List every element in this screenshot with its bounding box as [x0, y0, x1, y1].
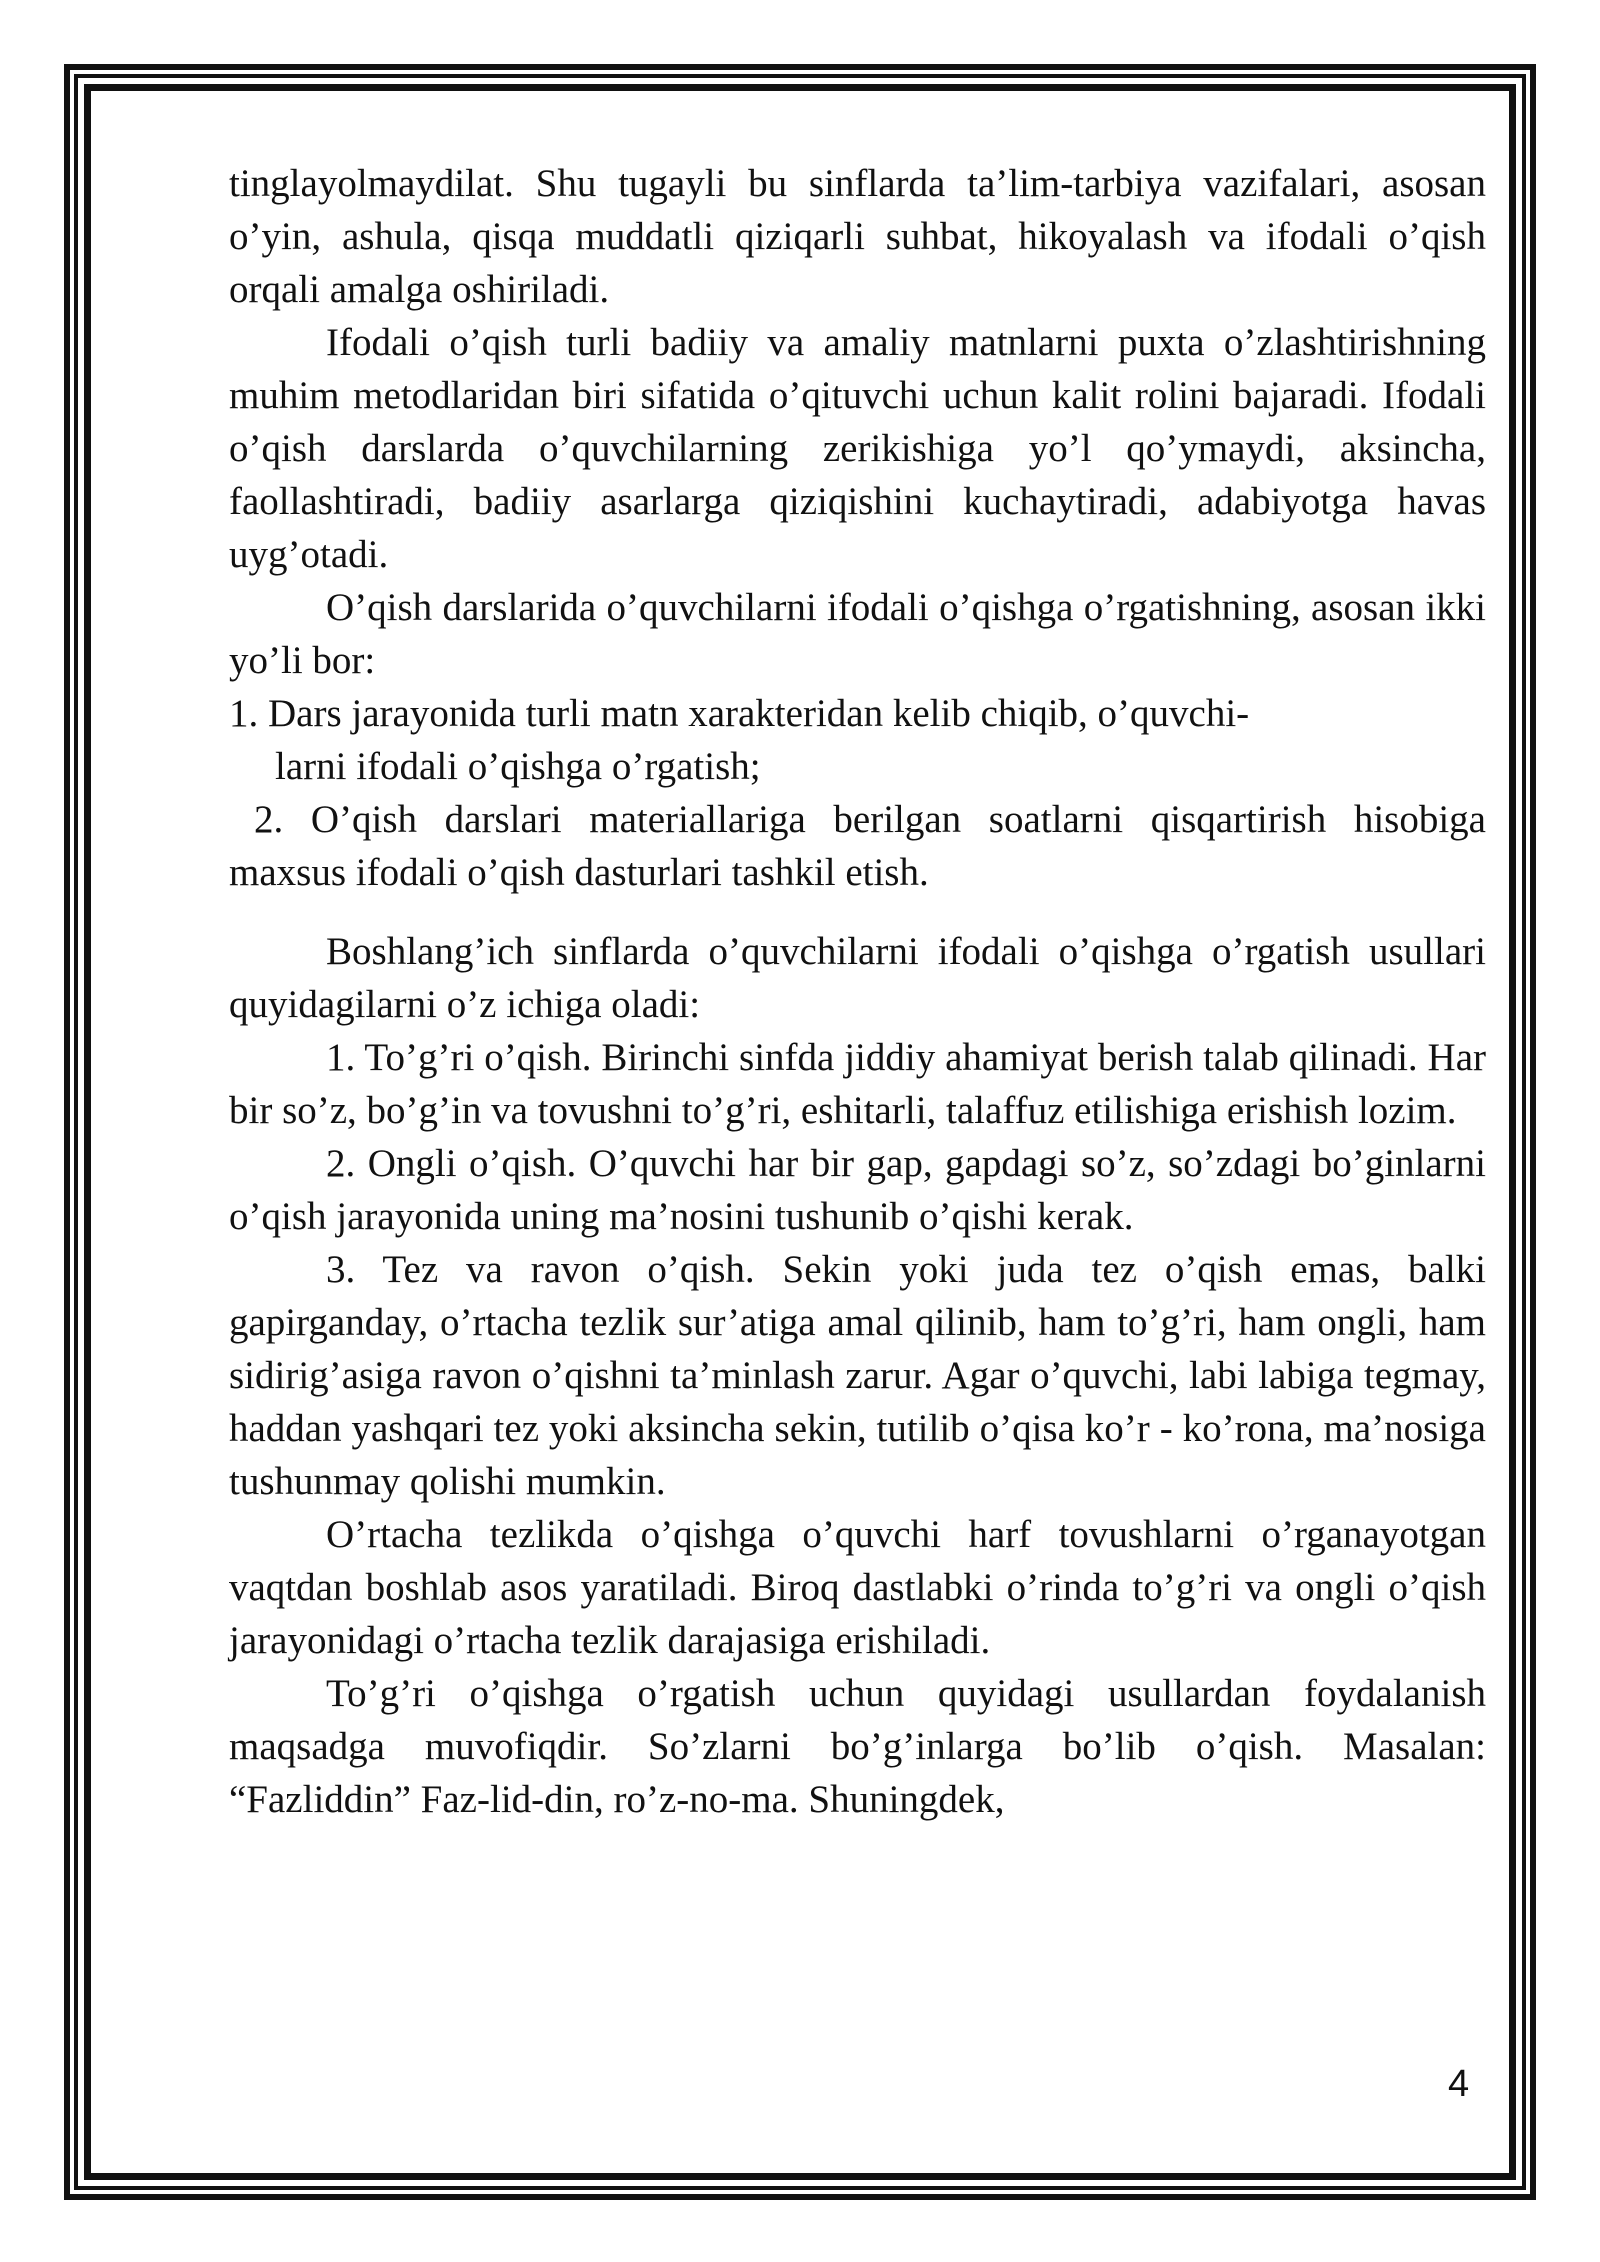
page-number: 4 — [1448, 2063, 1470, 2105]
paragraph-intro: tinglayolmaydilat. Shu tugayli bu sinflarda ta’lim-tarbiya vazifalari, asosan o’yin, ashula, qisqa muddatli qiziqarli suhbat, hikoyalash va ifodali o’qish orqali amalga oshiriladi. — [229, 162, 1486, 311]
list-item-2: 2. O’qish darslari materiallariga berilgan soatlarni qisqartirish hisobiga maxsus ifodali o’qish dasturlari tashkil etish. — [229, 798, 1486, 894]
list-item-1-line-1: 1. Dars jarayonida turli matn xarakteridan kelib chiqib, o’quvchi- — [229, 692, 1250, 735]
list-item-1 — [229, 687, 1486, 793]
paragraph-conscious-reading: 2. Ongli o’qish. O’quvchi har bir gap, gapdagi so’z, so’zdagi bo’ginlarni o’qish jarayonida uning ma’nosini tushunib o’qishi kerak. — [229, 1142, 1486, 1238]
paragraph-fluent-reading: 3. Tez va ravon o’qish. Sekin yoki juda tez o’qish emas, balki gapirganday, o’rtacha tezlik sur’atiga amal qilinib, ham to’g’ri, ham ongli, ham sidirig’asiga ravon o’qishni ta’minlash zarur. Agar o’quvchi, labi labiga tegmay, haddan yashqari tez yoki aksincha sekin, tutilib o’qisa ko’r - ko’rona, ma’nosiga tushunmay qolishi mumkin. — [229, 1248, 1486, 1503]
paragraph-expressive-reading: Ifodali o’qish turli badiiy va amaliy matnlarni puxta o’zlashtirishning muhim metodlaridan biri sifatida o’qituvchi uchun kalit rolini bajaradi. Ifodali o’qish darslarda o’quvchilarning zerikishiga yo’l qo’ymaydi, aksincha, faollashtiradi, badiiy asarlarga qiziqishini kuchaytiradi, adabiyotga havas uyg’otadi. — [229, 321, 1486, 576]
paragraph-correct-reading: 1. To’g’ri o’qish. Birinchi sinfda jiddiy ahamiyat berish talab qilinadi. Har bir so’z, bo’g’in va tovushni to’g’ri, eshitarli, talaffuz etilishiga erishish lozim. — [229, 1036, 1486, 1132]
list-item-1-line-2: larni ifodali o’qishga o’rgatish; — [275, 745, 761, 788]
paragraph-syllable-reading: To’g’ri o’qishga o’rgatish uchun quyidagi usullardan foydalanish maqsadga muvofiqdir. So’zlarni bo’g’inlarga bo’lib o’qish. Masalan: “Fazliddin” Faz-lid-din, ro’z-no-ma. Shuningdek, — [229, 1672, 1486, 1821]
paragraph-spacer — [229, 899, 1486, 925]
page-body — [229, 157, 1486, 1826]
paragraph-two-ways: O’qish darslarida o’quvchilarni ifodali o’qishga o’rgatishning, asosan ikki yo’li bor: — [229, 586, 1486, 682]
paragraph-methods-intro: Boshlang’ich sinflarda o’quvchilarni ifodali o’qishga o’rgatish usullari quyidagilarni o’z ichiga oladi: — [229, 930, 1486, 1026]
paragraph-average-speed: O’rtacha tezlikda o’qishga o’quvchi harf tovushlarni o’rganayotgan vaqtdan boshlab asos yaratiladi. Biroq dastlabki o’rinda to’g’ri va ongli o’qish jarayonidagi o’rtacha tezlik darajasiga erishiladi. — [229, 1513, 1486, 1662]
